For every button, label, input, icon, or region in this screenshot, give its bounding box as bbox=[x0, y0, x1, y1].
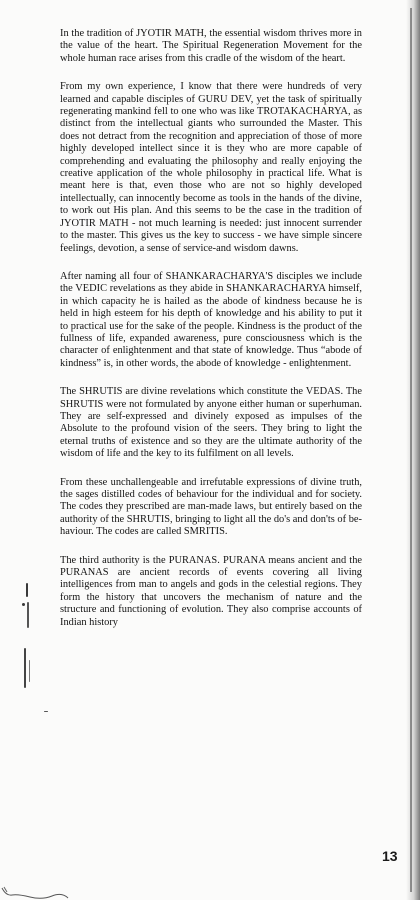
margin-mark bbox=[29, 660, 30, 682]
paragraph-shankaracharya-disciples: After naming all four of SHANKARACHARYA'S disciples we include the VEDIC revelations as they abide in SHANKARACHARYA himself, in which capacity he is hailed as the abode of kindness because he is held in high esteem for his depth of knowledge and his ability to put it to practical use for the sake of the people. Kindness is the product of the fullness of life, expanded awareness, pure consciousness which is the character of enlightenment and that state of knowledge. Thus “abode of kindness” is, in other words, the abode of knowledge - enlightenment. bbox=[60, 270, 362, 369]
paragraph-personal-experience: From my own experience, I know that there were hundreds of very learned and capable disciples of GURU DEV, yet the task of spiritually regenerating mankind fell to one who was like TROTAKACHARYA, as distinct from the intellectual giants who surrounded the Master. This does not detract from the recognition and appreciation of those of more highly developed intellect since it is they who are more capable of comprehending and evaluating the philosophy and really enjoying the creative application of the whole philosophy in practical life. What is meant here is that, even those who are not so highly developed intellectually, can innocently become as tools in the hands of the divine, to work out His plan. And this seems to be the case in the tradition of JYOTIR MATH - not much learning is needed: just innocent surrender to the master. This gives us the key to success - we have simple sincere feelings, devotion, a sense of service-and wisdom dawns. bbox=[60, 81, 362, 254]
margin-mark bbox=[22, 603, 25, 606]
margin-mark bbox=[26, 583, 28, 597]
margin-mark bbox=[44, 711, 48, 712]
paragraph-shrutis: The SHRUTIS are divine revelations which constitute the VEDAS. The SHRUTIS were not formulated by anyone either human or superhuman. They are self-expressed and divinely exposed as impulses of the Absolute to the profound vision of the seers. They bring to light the eternal truths of existence and so they are the ultimate authority of the wisdom of life and the key to its fulfilment on all levels. bbox=[60, 386, 362, 460]
margin-mark bbox=[24, 648, 26, 688]
page-binding-shadow bbox=[406, 0, 420, 900]
margin-mark bbox=[27, 602, 29, 628]
paragraph-puranas: The third authority is the PURANAS. PURANA means ancient and the PURANAS are ancient records of events covering all living intelligences from man to angels and gods in the celestial regions. They form the history that uncovers the mechanism of nature and the structure and functioning of evolution. They also comprise accounts of Indian history bbox=[60, 554, 362, 628]
body-text bbox=[60, 28, 362, 645]
page-number: 13 bbox=[382, 848, 398, 864]
page-edge-line bbox=[410, 8, 412, 892]
scan-smudge bbox=[0, 886, 70, 900]
paragraph-smritis: From these unchallengeable and irrefutable expressions of divine truth, the sages distilled codes of behaviour for the individual and for society. The codes they prescribed are man-made laws, but entirely based on the authority of the SHRUTIS, bringing to light all the do's and don'ts of behaviour. The codes are called SMRITIS. bbox=[60, 476, 362, 538]
paragraph-jyotir-math-tradition: In the tradition of JYOTIR MATH, the essential wisdom thrives more in the value of the heart. The Spiritual Regeneration Movement for the whole human race arises from this cradle of the wisdom of the heart. bbox=[60, 28, 362, 64]
